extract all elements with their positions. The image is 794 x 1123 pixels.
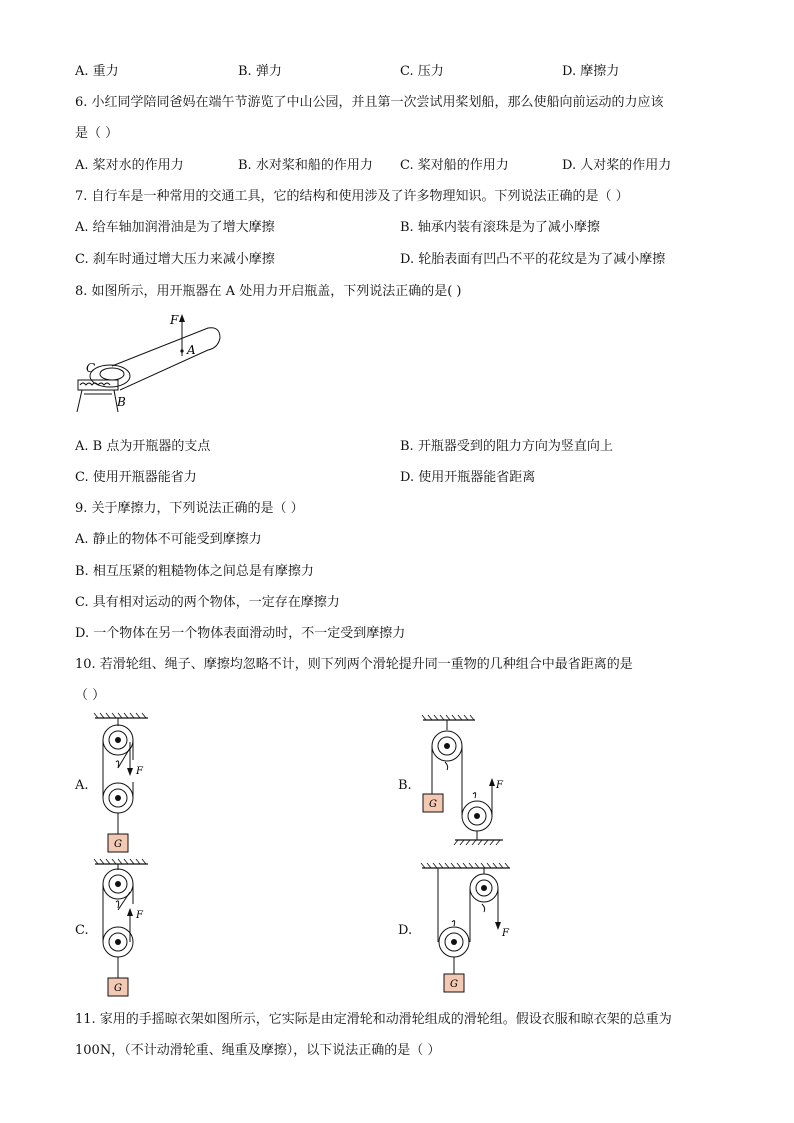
- svg-text:G: G: [114, 839, 122, 850]
- svg-text:F: F: [496, 780, 503, 791]
- bottle-neck-left: [77, 390, 82, 412]
- q10-stem-cont: （ ）: [75, 688, 106, 703]
- q9-option-a: A. 静止的物体不可能受到摩擦力: [75, 532, 262, 547]
- q8-option-b: B. 开瓶器受到的阻力方向为竖直向上: [400, 439, 613, 454]
- force-arrow-head: [179, 314, 185, 322]
- q7-option-a: A. 给车轴加润滑油是为了增大摩擦: [75, 220, 275, 235]
- svg-text:F: F: [136, 910, 143, 921]
- svg-text:G: G: [450, 979, 458, 990]
- q6-option-d: D. 人对桨的作用力: [562, 158, 672, 173]
- pulley-figure-c: [90, 858, 160, 1003]
- svg-text:G: G: [429, 799, 437, 810]
- q8-stem: 8. 如图所示，用开瓶器在 A 处用力开启瓶盖，下列说法正确的是( ): [75, 284, 462, 299]
- q5-option-d: D. 摩擦力: [562, 64, 620, 79]
- q10-stem: 10. 若滑轮组、绳子、摩擦均忽略不计，则下列两个滑轮提升同一重物的几种组合中最省距离的是: [75, 657, 633, 672]
- q5-option-c: C. 压力: [400, 64, 444, 79]
- q7-option-b: B. 轴承内装有滚珠是为了减小摩擦: [400, 220, 600, 235]
- q8-option-a: A. B 点为开瓶器的支点: [75, 439, 211, 454]
- pulley-figure-a: [90, 712, 160, 860]
- label-f: F: [170, 313, 179, 327]
- q11-stem: 11. 家用的手摇晾衣架如图所示，它实际是由定滑轮和动滑轮组成的滑轮组。假设衣服和晾衣架的总重为: [75, 1012, 672, 1027]
- q10-label-d: D.: [398, 923, 413, 938]
- pulley-figure-b: [415, 712, 515, 852]
- label-b: B: [117, 395, 126, 409]
- q7-option-d: D. 轮胎表面有凹凸不平的花纹是为了减小摩擦: [400, 252, 666, 267]
- bottle-opener-figure: [70, 308, 230, 418]
- q9-option-b: B. 相互压紧的粗糙物体之间总是有摩擦力: [75, 564, 314, 579]
- q8-option-c: C. 使用开瓶器能省力: [75, 470, 197, 485]
- q10-label-a: A.: [75, 778, 89, 793]
- svg-text:G: G: [114, 983, 122, 994]
- q9-stem: 9. 关于摩擦力，下列说法正确的是（ ）: [75, 501, 304, 516]
- q6-option-a: A. 桨对水的作用力: [75, 158, 184, 173]
- q6-option-b: B. 水对桨和船的作用力: [238, 158, 373, 173]
- q10-label-c: C.: [75, 923, 89, 938]
- q6-option-c: C. 桨对船的作用力: [400, 158, 509, 173]
- label-c: C: [86, 361, 96, 375]
- q6-stem-cont: 是（ ）: [75, 126, 119, 141]
- label-a: A: [187, 343, 196, 357]
- point-a-dot: [180, 349, 183, 352]
- q10-label-b: B.: [398, 778, 412, 793]
- q6-stem: 6. 小红同学陪同爸妈在端午节游览了中山公园，并且第一次尝试用桨划船，那么使船向前运动的力应该: [75, 95, 664, 110]
- q5-option-b: B. 弹力: [238, 64, 282, 79]
- svg-text:F: F: [502, 928, 509, 939]
- q11-stem-cont: 100N，（不计动滑轮重、绳重及摩擦），以下说法正确的是（ ）: [75, 1043, 441, 1058]
- svg-text:F: F: [136, 766, 143, 777]
- q7-option-c: C. 刹车时通过增大压力来减小摩擦: [75, 252, 275, 267]
- q7-stem: 7. 自行车是一种常用的交通工具，它的结构和使用涉及了许多物理知识。下列说法正确的是（ ）: [75, 189, 629, 204]
- q9-option-c: C. 具有相对运动的两个物体，一定存在摩擦力: [75, 595, 340, 610]
- q5-option-a: A. 重力: [75, 64, 119, 79]
- pulley-figure-d: [418, 860, 518, 1000]
- q8-option-d: D. 使用开瓶器能省距离: [400, 470, 536, 485]
- q9-option-d: D. 一个物体在另一个物体表面滑动时，不一定受到摩擦力: [75, 626, 406, 641]
